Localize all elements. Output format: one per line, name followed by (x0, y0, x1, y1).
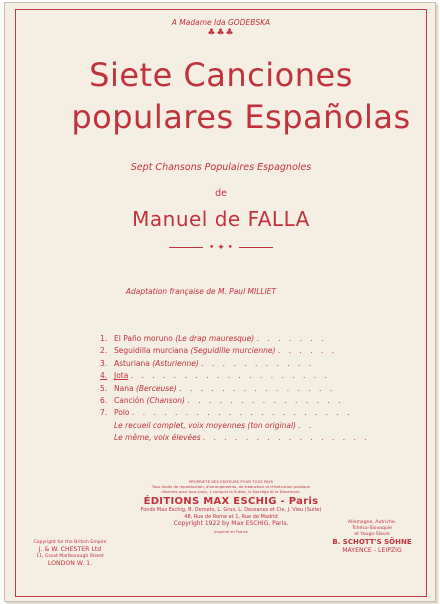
song-title: Canción (114, 395, 145, 405)
agent-city: LONDON W. 1. (47, 560, 93, 567)
song-number: 2. (100, 346, 108, 356)
agent-name: B. SCHOTT'S SÖHNE (332, 538, 412, 546)
germany-agent (322, 520, 422, 555)
leader-dots: . . . . . . . . . . . (201, 358, 315, 368)
song-item-6 (100, 395, 400, 407)
leader-dots: . . . . . . . . . . . . . . . . (203, 433, 370, 443)
divider-ornament-glyph: • ✦ • (209, 243, 233, 253)
recueil-text: Le même, voix élevées (114, 433, 201, 443)
recueil-complete (100, 420, 400, 432)
leader-dots: . . . . . . . . . . . . . . . . . . . . . (131, 408, 353, 418)
song-translation: (Chanson) (146, 395, 185, 405)
territory-line-3: et Yougo-Slavie (354, 532, 390, 537)
de-label: de (215, 188, 227, 199)
adaptation-credit: Adaptation française de M. Paul MILLIET (125, 287, 277, 296)
leader-dots: . . . . . . . . . . . . . . . (187, 395, 344, 405)
leader-dots: . . . . . . . . . . . . . . . (179, 383, 336, 393)
publisher-address: 48, Rue de Rome et 1, Rue de Madrid (184, 513, 278, 520)
leader-dots: . . . . . . (277, 346, 338, 356)
title-line-1: Siete Canciones (89, 56, 353, 94)
recueil-text: Le recueil complet, voix moyennes (ton original) (114, 420, 296, 430)
song-number: 1. (100, 334, 108, 343)
agent-name: J. & W. CHESTER Ltd (38, 546, 102, 553)
leader-dots: . . . . . . . . . . . . . . . . . . . (130, 371, 330, 381)
song-translation: (Asturienne) (152, 358, 199, 368)
rights-line-1: PROPRIETE DES EDITEURS POUR TOUS PAYS (188, 479, 274, 484)
song-number: 4. (100, 371, 108, 381)
recueil-high-voice (100, 432, 400, 444)
divider-ornament (16, 243, 426, 253)
song-item-3 (100, 358, 400, 370)
song-item-7 (100, 407, 400, 419)
song-item-2 (100, 345, 400, 357)
publisher-funds: Fonds Max Eschig, B. Demets, L. Grus, L. Dessanes et Cie, J. Vieu (Suite) (140, 507, 322, 513)
song-title: Polo (114, 408, 130, 418)
song-item-1 (100, 333, 400, 345)
song-list (100, 333, 400, 445)
publisher-block (126, 479, 336, 534)
dedication-ornament: ♣♣♣ (207, 28, 235, 38)
agent-city: MAYENCE - LEIPZIG (342, 547, 402, 554)
divider-line-left (169, 247, 203, 248)
rights-line-2: Tous droits de reproduction, d'arrangements, de traduction et d'exécution publique (151, 484, 311, 489)
red-border-frame (15, 9, 427, 597)
song-item-4 (100, 370, 400, 382)
song-item-5 (100, 383, 400, 395)
territory-line-1: Allemagne, Autriche, (347, 520, 397, 525)
subtitle: Sept Chansons Populaires Espagnoles (130, 162, 312, 173)
song-translation: (Berceuse) (135, 383, 177, 393)
agent-copyright-line: Copyright for the British Empire (33, 540, 107, 545)
song-number: 7. (100, 408, 108, 418)
song-translation: (Seguidille murcienne) (190, 346, 276, 356)
song-number: 5. (100, 383, 108, 393)
song-title: El Paño moruno (114, 334, 173, 343)
printed-in: Imprimé en France (214, 530, 248, 535)
leader-dots: . . . . . . . (256, 334, 327, 343)
british-empire-agent (20, 540, 120, 568)
territory-line-2: Tchéco-Slovaquie (352, 526, 392, 531)
leader-dots: . . (298, 420, 315, 430)
composer-name: Manuel de FALLA (132, 207, 310, 231)
song-translation: (Le drap mauresque) (175, 334, 255, 343)
score-cover-page (4, 2, 436, 602)
song-number: 3. (100, 358, 108, 368)
publisher-name: ÉDITIONS MAX ESCHIG - Paris (143, 496, 319, 507)
copyright-notice: Copyright 1922 by Max ESCHIG, Paris. (173, 520, 289, 528)
song-title: Jota (114, 371, 129, 381)
agent-address: 11, Great Marlborough Street (36, 554, 104, 559)
dedication: A Madame Ida GODEBSKA (171, 18, 271, 27)
divider-line-right (239, 247, 273, 248)
rights-line-3: réservés pour tous pays, y compris la Suède, la Norvège et le Danemark. (161, 489, 301, 494)
song-title: Nana (114, 383, 134, 393)
song-title: Asturiana (114, 358, 150, 368)
song-number: 6. (100, 395, 108, 405)
title-line-2: populares Españolas (71, 98, 411, 136)
song-title: Seguidilla murciana (114, 346, 189, 356)
